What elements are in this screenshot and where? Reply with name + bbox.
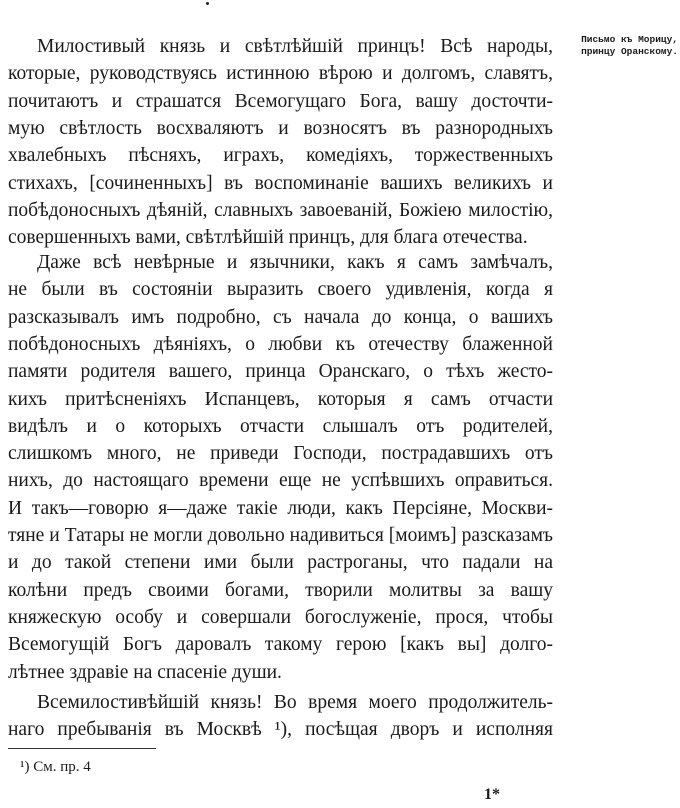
text-line: колѣни предъ своими богами, творили молитвы за вашу <box>8 579 553 601</box>
footnote-divider <box>8 748 156 749</box>
text-line: Всемилостивѣйшій князь! Во время моего продолжитель- <box>37 692 553 713</box>
text-line: слишкомъ много, не приведи Господи, пострадавшихъ отъ <box>8 443 553 465</box>
text-line: побѣдоносныхъ дѣяній, славныхъ завоеваній, Божіею милостію, <box>8 199 553 221</box>
print-speck <box>206 2 209 5</box>
text-line: хвалебныхъ пѣсняхъ, играхъ, комедіяхъ, торжественныхъ <box>8 145 553 167</box>
text-line: почитаютъ и страшатся Всемогущаго Бога, вашу досточти- <box>8 90 553 112</box>
page-number: 1* <box>484 786 500 803</box>
text-line: которые, руководствуясь истинною вѣрою и долгомъ, славятъ, <box>8 63 553 85</box>
text-line: стихахъ, [сочиненныхъ] въ воспоминаніе вашихъ великихъ и <box>8 172 553 194</box>
text-line: и до такой степени ими были растроганы, что падали на <box>8 552 553 574</box>
footnote-text: См. пр. 4 <box>33 759 91 775</box>
margin-note-line: принцу Оранскому. <box>581 46 678 57</box>
text-line: тяне и Татары не могли довольно надивиться [моимъ] разсказамъ <box>8 525 553 546</box>
footnote <box>20 759 91 776</box>
footnote-marker: ¹) <box>20 759 30 775</box>
margin-note <box>556 34 678 58</box>
text-line: княжескую особу и совершали богослуженіе, прося, чтобы <box>8 606 553 628</box>
text-line: не были въ состояніи выразить своего удивленія, когда я <box>8 279 553 301</box>
text-line: кихъ притѣсненіяхъ Испанцевъ, которыя я самъ отчасти <box>8 388 553 410</box>
margin-note-line: Письмо къ Морицу, <box>581 34 678 45</box>
text-line: И такъ—говорю я—даже такіе люди, какъ Персіяне, Москви- <box>8 497 553 519</box>
text-line: мую свѣтлость восхваляютъ и возносятъ въ разнородныхъ <box>8 117 553 139</box>
text-line: памяти родителя вашего, принца Оранскаго, о тѣхъ жесто- <box>8 361 553 383</box>
text-line: побѣдоносныхъ дѣяніяхъ, о любви къ отечеству блаженной <box>8 333 553 355</box>
text-line: Всемогущій Богъ даровалъ такому герою [какъ вы] долго- <box>8 634 553 656</box>
text-line: разсказывалъ имъ подробно, съ начала до конца, о вашихъ <box>8 306 553 328</box>
text-line: Даже всѣ невѣрные и язычники, какъ я самъ замѣчалъ, <box>37 252 553 273</box>
text-line: лѣтнее здравіе на спасеніе души. <box>8 661 282 683</box>
text-line: совершенныхъ вами, свѣтлѣйшій принцъ, для блага отечества. <box>8 227 528 249</box>
text-line: нихъ, до настоящаго времени еще не успѣвшихъ оправиться. <box>8 470 553 492</box>
text-line: наго пребыванія въ Москвѣ ¹), посѣщая дворъ и исполняя <box>8 719 553 741</box>
text-line: Милостивый князь и свѣтлѣйшій принцъ! Всѣ народы, <box>37 36 553 57</box>
text-line: видѣлъ и о которыхъ отчасти слышалъ отъ родителей, <box>8 415 553 437</box>
